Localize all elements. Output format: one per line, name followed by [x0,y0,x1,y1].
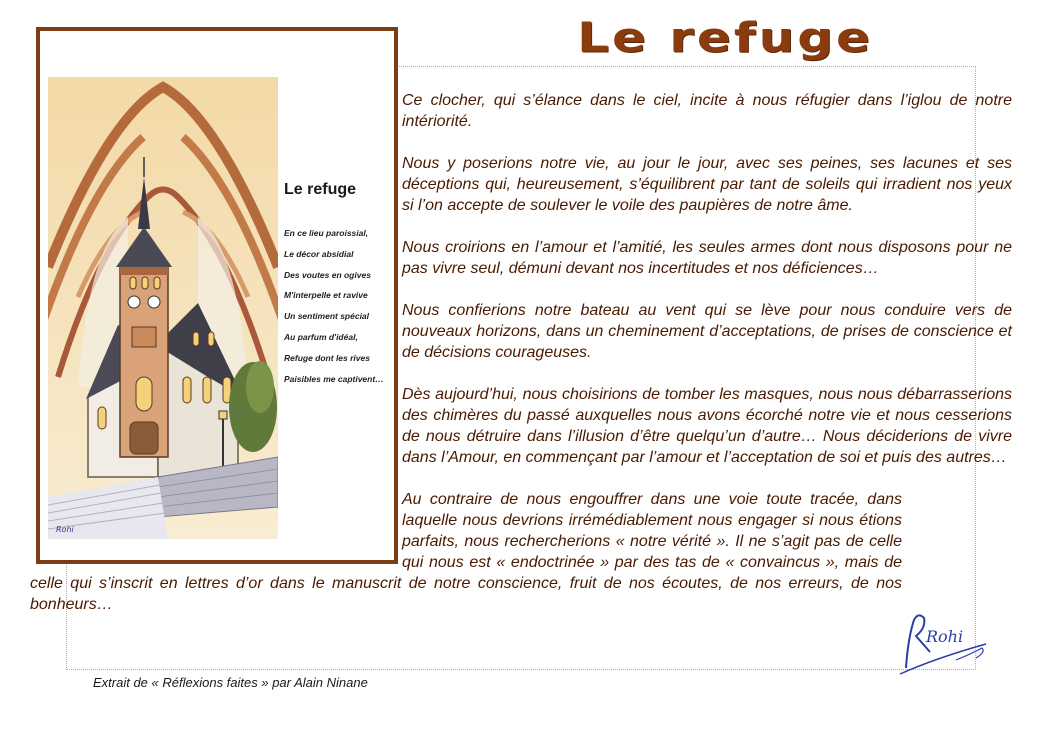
painting-spacer [30,90,402,555]
poem-line: Le décor absidial [284,248,354,259]
poem-line: Paisibles me captivent… [284,373,384,384]
signature-text: Rohi [926,627,964,646]
body-text [30,90,1012,615]
signature-icon [896,608,992,680]
poem-line: Un sentiment spécial [284,311,370,322]
poem-title: Le refuge [284,181,357,198]
body-paragraph: Nous croirions en l’amour et l’amitié, les seules armes dont nous disposons pour ne pas vivre seul, démuni devant nos incertitudes et nos déficiences… [402,239,1012,277]
body-paragraph: Nous y poserions notre vie, au jour le jour, avec ses peines, ses lacunes et ses déceptions qui, heureusement, s’équilibrent par tant de soleils qui irradient nos yeux si l’on accepte de soulever le voile des paupières de notre âme. [402,155,1012,214]
poem-line: Au parfum d'idéal, [284,331,358,342]
body-paragraph: Nous confierions notre bateau au vent qui se lève pour nous conduire vers de nouveaux horizons, dans un cheminement d’acceptations, de prises de conscience et de décisions courageuses. [402,302,1012,361]
body-paragraph: Au contraire de nous engouffrer dans une voie toute tracée, dans laquelle nous devrions irrémédiablement nous engager si nous étions parfaits, nous rechercherions « notre vérité ». Il ne s’agit pas de celle qui nous est « endoctrinée » par des tas de « convaincus », mais de celle qui s’inscrit en lettres d’or dans le manuscrit de notre conscience, fruit de nos écoutes, de nos erreurs, de nos bonheurs… [30,491,902,613]
body-paragraph: Dès aujourd’hui, nous choisirions de tomber les masques, nous nous débarrasserions des chimères du passé auxquelles nous avons écorché notre vie et nous cesserions de nous détruire dans l’illusion d’être quelqu’un d’autre… Nous déciderions de vivre dans l’Amour, en commençant par l’amour et l’acceptation de soi et puis des autres… [402,386,1012,466]
footer-credit: Extrait de « Réflexions faites » par Alain Ninane [93,675,368,690]
poem-line: En ce lieu paroissial, [284,228,369,238]
poem-line: Refuge dont les rives [284,352,370,363]
body-paragraph: Ce clocher, qui s’élance dans le ciel, incite à nous réfugier dans l’iglou de notre intériorité. [402,92,1012,130]
poem-line: Des voutes en ogives [284,269,371,280]
svg-text:Rohi: Rohi [56,525,74,534]
page-title: Le refuge [577,14,873,62]
signature [896,608,992,680]
poem-line: M'interpelle et ravive [284,290,368,301]
